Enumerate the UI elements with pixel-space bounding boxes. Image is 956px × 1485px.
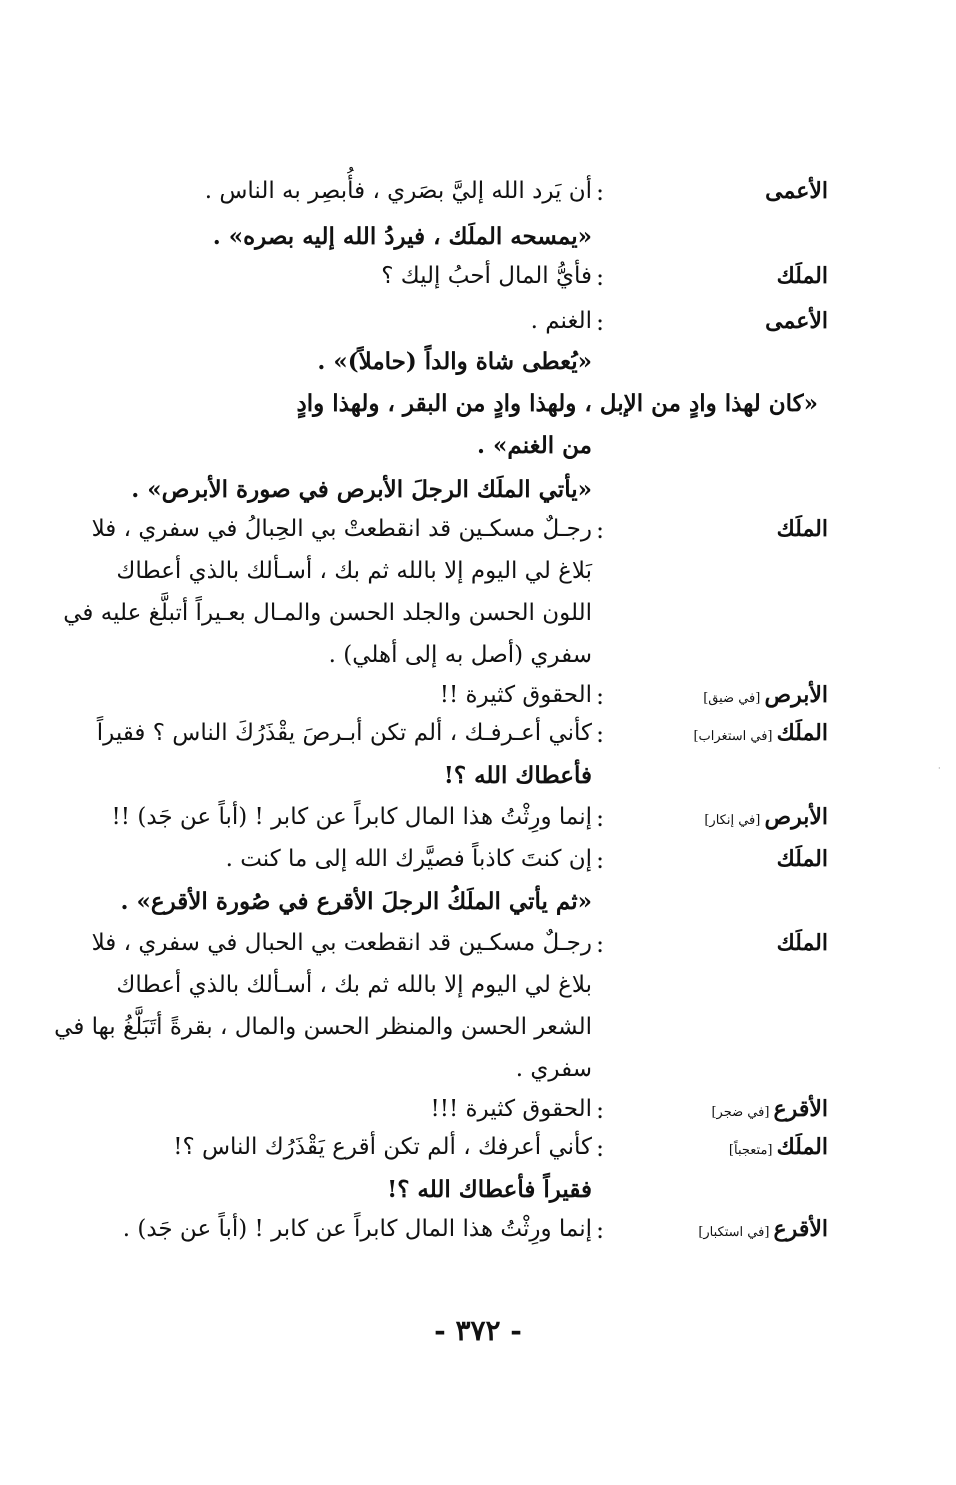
dialogue-text: الحقوق كثيرة !!	[439, 682, 592, 708]
dialogue-text: الغنم .	[530, 308, 592, 334]
dialogue-text: رجـلٌ مسكـين قد انقطعت بي الحبال في سفري ، فلا	[91, 930, 592, 956]
speaker-name: الأعمى	[765, 308, 828, 334]
dialogue-text: الشعر الحسن والمنظر الحسن والمال ، بقرةً أتَبَلَّغُ بها في	[54, 1014, 592, 1040]
speaker-name: الأبرص [في ضيق]	[703, 682, 828, 708]
dialogue-text: إنما ورِثْتُ هذا المال كابراً عن كابر ! (أباً عن جَد) .	[122, 1216, 592, 1242]
colon-separator: :	[596, 846, 605, 874]
speaker-name: الملَك [في استغراب]	[693, 720, 828, 746]
dialogue-text: إن كنتَ كاذباً فصيَّرك الله إلى ما كنت .	[225, 846, 592, 872]
colon-separator: :	[596, 682, 605, 710]
dialogue-text: إنما ورِثْتُ هذا المال كابراً عن كابر ! (أباً عن جَد) !!	[111, 804, 592, 830]
narration-text: فأعطاك الله ؟!	[443, 762, 592, 789]
narration-text: «كان لهذا وادٍ من الإبل ، ولهذا وادٍ من البقر ، ولهذا وادٍ	[296, 390, 818, 417]
stage-direction: [في استكبار]	[698, 1225, 774, 1240]
dialogue-text: بَلاغ لي اليوم إلا بالله ثم بك ، أسـألك بالذي أعطاك	[116, 558, 592, 584]
speaker-name: الملَك	[776, 516, 828, 542]
dialogue-text: أن يَرد الله إليَّ بصَري ، فأُبصِر به الناس .	[204, 178, 592, 204]
speaker-name: الأبرص [في إنكار]	[704, 804, 828, 830]
dialogue-text: الحقوق كثيرة !!!	[430, 1096, 592, 1122]
narration-text: «ثم يأتي الملَكُ الرجلَ الأقرع في صُورة الأقرع» .	[120, 888, 592, 915]
page-number: - ٣٧٢ -	[434, 1314, 522, 1347]
colon-separator: :	[596, 804, 605, 832]
dialogue-text: سفري .	[515, 1056, 592, 1082]
colon-separator: :	[596, 1134, 605, 1162]
speaker-name: الأعمى	[765, 178, 828, 204]
speaker-name: الأقرع [في ضجر]	[711, 1096, 828, 1122]
colon-separator: :	[596, 720, 605, 748]
speaker-name: الملَك [متعجباً]	[728, 1134, 828, 1160]
speaker-name: الملَك	[776, 846, 828, 872]
speaker-name: الأقرع [في استكبار]	[698, 1216, 828, 1242]
speaker-name: الملَك	[776, 930, 828, 956]
stage-direction: [في ضجر]	[711, 1105, 774, 1120]
margin-mark: ·	[938, 764, 941, 773]
narration-text: من الغنم» .	[477, 432, 592, 459]
stage-direction: [في استغراب]	[693, 729, 777, 744]
narration-text: «يُعطى شاة والداً (حاملاً)» .	[317, 348, 592, 375]
speaker-name: الملَك	[776, 263, 828, 289]
dialogue-text: سفري (أصل به إلى أهلي) .	[328, 642, 592, 668]
dialogue-text: فأيُّ المال أحبُ إليك ؟	[381, 263, 592, 289]
colon-separator: :	[596, 178, 605, 206]
dialogue-text: كأني أعـرفـك ، ألم تكن أبـرصَ يقْذَرُكَ الناس ؟ فقيراً	[96, 720, 592, 746]
dialogue-text: رجـلٌ مسكـين قد انقطعتْ بي الحِبالُ في سفري ، فلا	[91, 516, 592, 542]
colon-separator: :	[596, 308, 605, 336]
narration-text: «يأتي الملَك الرجلَ الأبرص في صورة الأبرص» .	[131, 476, 592, 503]
dialogue-text: اللون الحسن والجلد الحسن والمـال بعـيراً أتبلَّغ عليه في	[63, 600, 592, 626]
colon-separator: :	[596, 1096, 605, 1124]
stage-direction: [في ضيق]	[703, 691, 765, 706]
narration-text: فقيراً فأعطاك الله ؟!	[387, 1176, 592, 1203]
colon-separator: :	[596, 516, 605, 544]
narration-text: «يمسحه الملَك ، فيردُ الله إليه بصره» .	[212, 223, 592, 250]
colon-separator: :	[596, 930, 605, 958]
stage-direction: [متعجباً]	[728, 1143, 777, 1158]
dialogue-text: كأني أعرفك ، ألم تكن أقرع يَقْذَرُك الناس ؟!	[173, 1134, 592, 1160]
colon-separator: :	[596, 263, 605, 291]
colon-separator: :	[596, 1216, 605, 1244]
dialogue-text: بلاغ لي اليوم إلا بالله ثم بك ، أسـألك بالذي أعطاك	[116, 972, 592, 998]
stage-direction: [في إنكار]	[704, 813, 765, 828]
